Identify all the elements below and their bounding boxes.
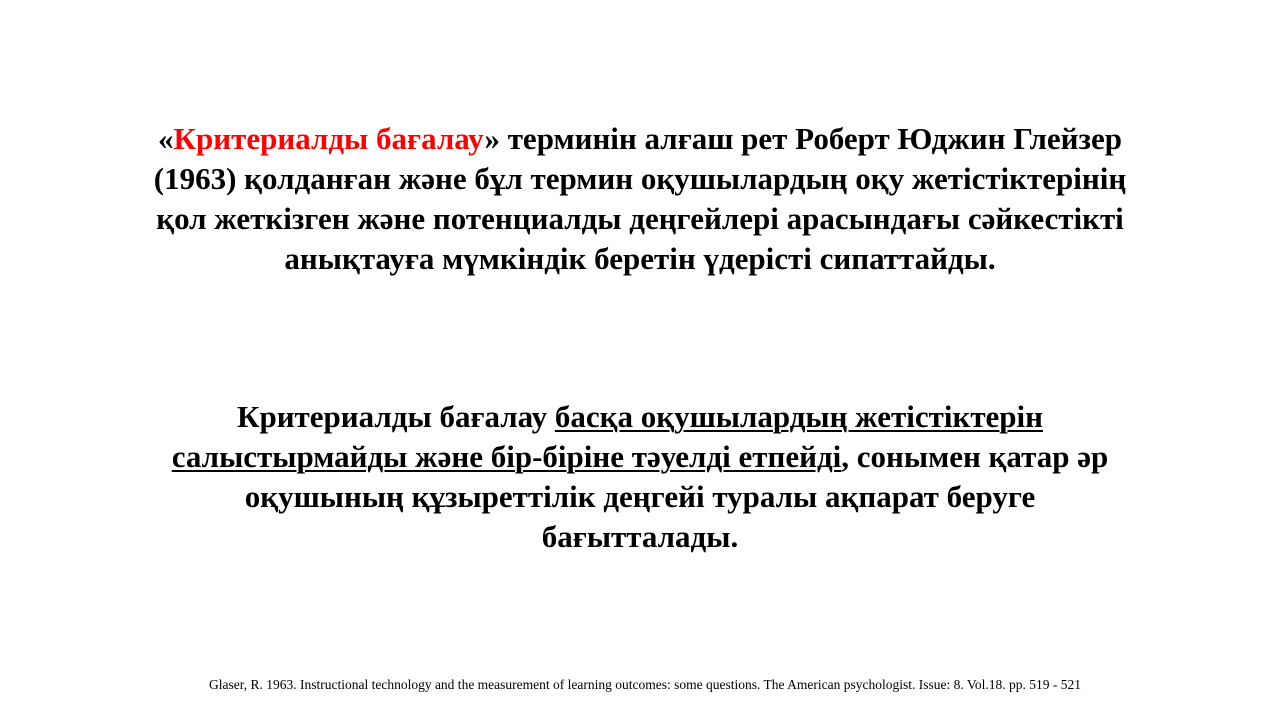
explanation-underlined-1: басқа оқушылардың жетістіктерін <box>554 399 1044 434</box>
explanation-line-1 <box>0 397 1280 437</box>
explanation-paragraph <box>0 397 1280 557</box>
explanation-line-3: оқушының құзыреттілік деңгейі туралы ақпарат беруге <box>244 479 1036 514</box>
definition-paragraph <box>0 119 1280 279</box>
explanation-underlined-2: салыстырмайды және бір-біріне тәуелді етпейді <box>171 439 842 474</box>
definition-line-2: (1963) қолданған және бұл термин оқушылардың оқу жетістіктерінің <box>153 161 1127 196</box>
explanation-line-1-plain: Критериалды бағалау <box>236 399 555 434</box>
open-quote: « <box>158 121 174 156</box>
explanation-line-2-rest: , сонымен қатар әр <box>841 439 1109 474</box>
explanation-line-4: бағытталады. <box>541 519 739 554</box>
definition-line-1-rest: » терминін алғаш рет Роберт Юджин Глейзер <box>484 121 1122 156</box>
definition-line-4: анықтауға мүмкіндік беретін үдерісті сипаттайды. <box>284 241 996 276</box>
definition-line-3: қол жеткізген және потенциалды деңгейлері арасындағы сәйкестікті <box>156 201 1124 236</box>
explanation-line-2 <box>0 437 1280 477</box>
definition-line-1 <box>0 119 1280 159</box>
reference-footnote: Glaser, R. 1963. Instructional technology and the measurement of learning outcomes: some questions. The American psychologist. Issue: 8. Vol.18. pp. 519 - 521 <box>209 677 1081 692</box>
highlighted-term: Критериалды бағалау <box>173 121 485 156</box>
